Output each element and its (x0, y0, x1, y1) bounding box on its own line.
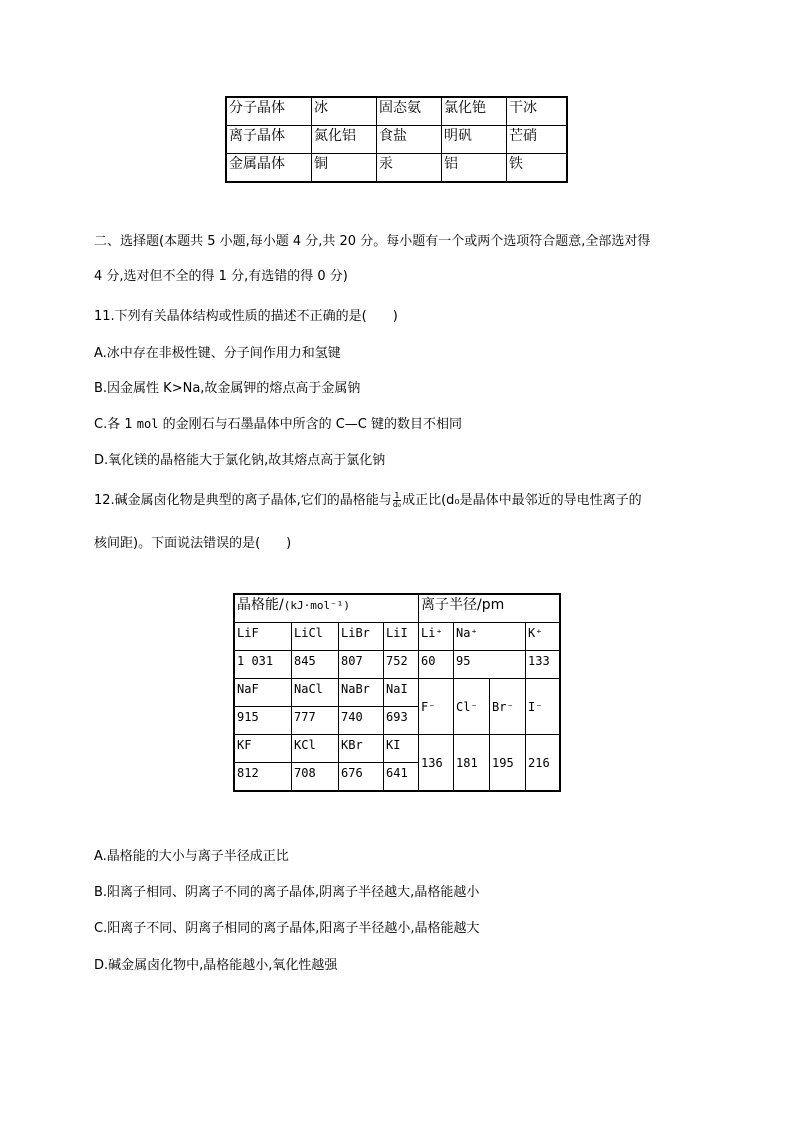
q11-option-b: B.因金属性 K>Na,故金属钾的熔点高于金属钠 (94, 381, 361, 396)
table-cell: K⁺ (526, 623, 561, 651)
table-cell: 740 (339, 707, 384, 735)
table-row (226, 154, 567, 183)
table-cell: 777 (292, 707, 339, 735)
q11-option-d: D.氧化镁的晶格能大于氯化钠,故其熔点高于氯化钠 (94, 453, 386, 468)
header-unit: (kJ·mol⁻¹) (283, 599, 350, 612)
table-cell: 807 (339, 651, 384, 679)
table-cell: 分子晶体 (226, 97, 312, 126)
table-header: 离子半径/pm (419, 594, 561, 623)
stem-text: 12.碱金属卤化物是典型的离子晶体,它们的晶格能与 (94, 493, 392, 508)
table-row (234, 679, 560, 707)
table-cell: 明矾 (442, 126, 507, 154)
table-cell: 汞 (377, 154, 442, 183)
section-heading-line1: 二、选择题(本题共 5 小题,每小题 4 分,共 20 分。每小题有一个或两个选项符合题意,全部选对得 (94, 234, 651, 249)
unit-text: mol (136, 417, 159, 431)
table-cell: Br⁻ (490, 679, 526, 735)
table-cell: 氯化铯 (442, 97, 507, 126)
table-cell: 金属晶体 (226, 154, 312, 183)
table-cell: 752 (384, 651, 419, 679)
table-cell: 芒硝 (507, 126, 568, 154)
table-cell: KBr (339, 735, 384, 763)
table-cell: 195 (490, 735, 526, 792)
table-cell: 845 (292, 651, 339, 679)
table-cell: Li⁺ (419, 623, 454, 651)
q11-option-c (94, 413, 462, 432)
table-cell: 固态氨 (377, 97, 442, 126)
stem-text: 成正比(d₀是晶体中最邻近的导电性离子的 (402, 493, 642, 508)
table-row (234, 594, 560, 623)
table-cell: 95 (454, 651, 526, 679)
table-cell: 676 (339, 763, 384, 792)
fraction (393, 492, 401, 509)
table-cell: Na⁺ (454, 623, 526, 651)
option-text: C.各 1 (94, 417, 137, 432)
q12-option-d: D.碱金属卤化物中,晶格能越小,氧化性越强 (94, 958, 338, 973)
table-cell: LiI (384, 623, 419, 651)
table-cell: NaI (384, 679, 419, 707)
table-cell: 1 031 (234, 651, 292, 679)
table-cell: 铜 (312, 154, 377, 183)
table-row (234, 651, 560, 679)
option-text: 的金刚石与石墨晶体中所含的 C—C 键的数目不相同 (158, 417, 462, 432)
table-cell: 708 (292, 763, 339, 792)
table-cell: LiBr (339, 623, 384, 651)
table-cell: 181 (454, 735, 490, 792)
table-cell: KI (384, 735, 419, 763)
fraction-numerator: 1 (394, 491, 400, 500)
table-cell: 136 (419, 735, 454, 792)
question-11-stem: 11.下列有关晶体结构或性质的描述不正确的是( ) (94, 309, 398, 324)
table-cell: NaF (234, 679, 292, 707)
table-cell: 离子晶体 (226, 126, 312, 154)
table-cell: 冰 (312, 97, 377, 126)
table-cell: LiF (234, 623, 292, 651)
table-cell: 641 (384, 763, 419, 792)
table-row (226, 97, 567, 126)
table-cell: I⁻ (526, 679, 561, 735)
table-row (226, 126, 567, 154)
fraction-denominator: d₀ (392, 500, 402, 509)
q11-option-a: A.冰中存在非极性键、分子间作用力和氢键 (94, 346, 341, 361)
q12-option-c: C.阳离子不同、阴离子相同的离子晶体,阳离子半径越小,晶格能越大 (94, 921, 480, 936)
question-12-stem (94, 489, 642, 509)
table-cell: 812 (234, 763, 292, 792)
table-row (234, 735, 560, 763)
table-cell: KCl (292, 735, 339, 763)
lattice-energy-table (233, 593, 561, 792)
table-cell: NaCl (292, 679, 339, 707)
table-row (234, 623, 560, 651)
table-cell: 133 (526, 651, 561, 679)
table-cell: 693 (384, 707, 419, 735)
table-cell: 氮化铝 (312, 126, 377, 154)
table-cell: F⁻ (419, 679, 454, 735)
table-header (234, 594, 419, 623)
table-cell: 60 (419, 651, 454, 679)
table-cell: 铝 (442, 154, 507, 183)
table-cell: Cl⁻ (454, 679, 490, 735)
header-text: 晶格能/ (237, 597, 284, 613)
table-cell: KF (234, 735, 292, 763)
question-12-stem-line2: 核间距)。下面说法错误的是( ) (94, 536, 292, 551)
table-cell: 铁 (507, 154, 568, 183)
section-heading-line2: 4 分,选对但不全的得 1 分,有选错的得 0 分) (94, 269, 348, 284)
table-cell: 干冰 (507, 97, 568, 126)
table-cell: 216 (526, 735, 561, 792)
q12-option-b: B.阳离子相同、阴离子不同的离子晶体,阴离子半径越大,晶格能越小 (94, 885, 480, 900)
table-cell: 食盐 (377, 126, 442, 154)
table-cell: 915 (234, 707, 292, 735)
crystal-type-table (225, 96, 568, 183)
table-cell: LiCl (292, 623, 339, 651)
table-cell: NaBr (339, 679, 384, 707)
q12-option-a: A.晶格能的大小与离子半径成正比 (94, 849, 289, 864)
